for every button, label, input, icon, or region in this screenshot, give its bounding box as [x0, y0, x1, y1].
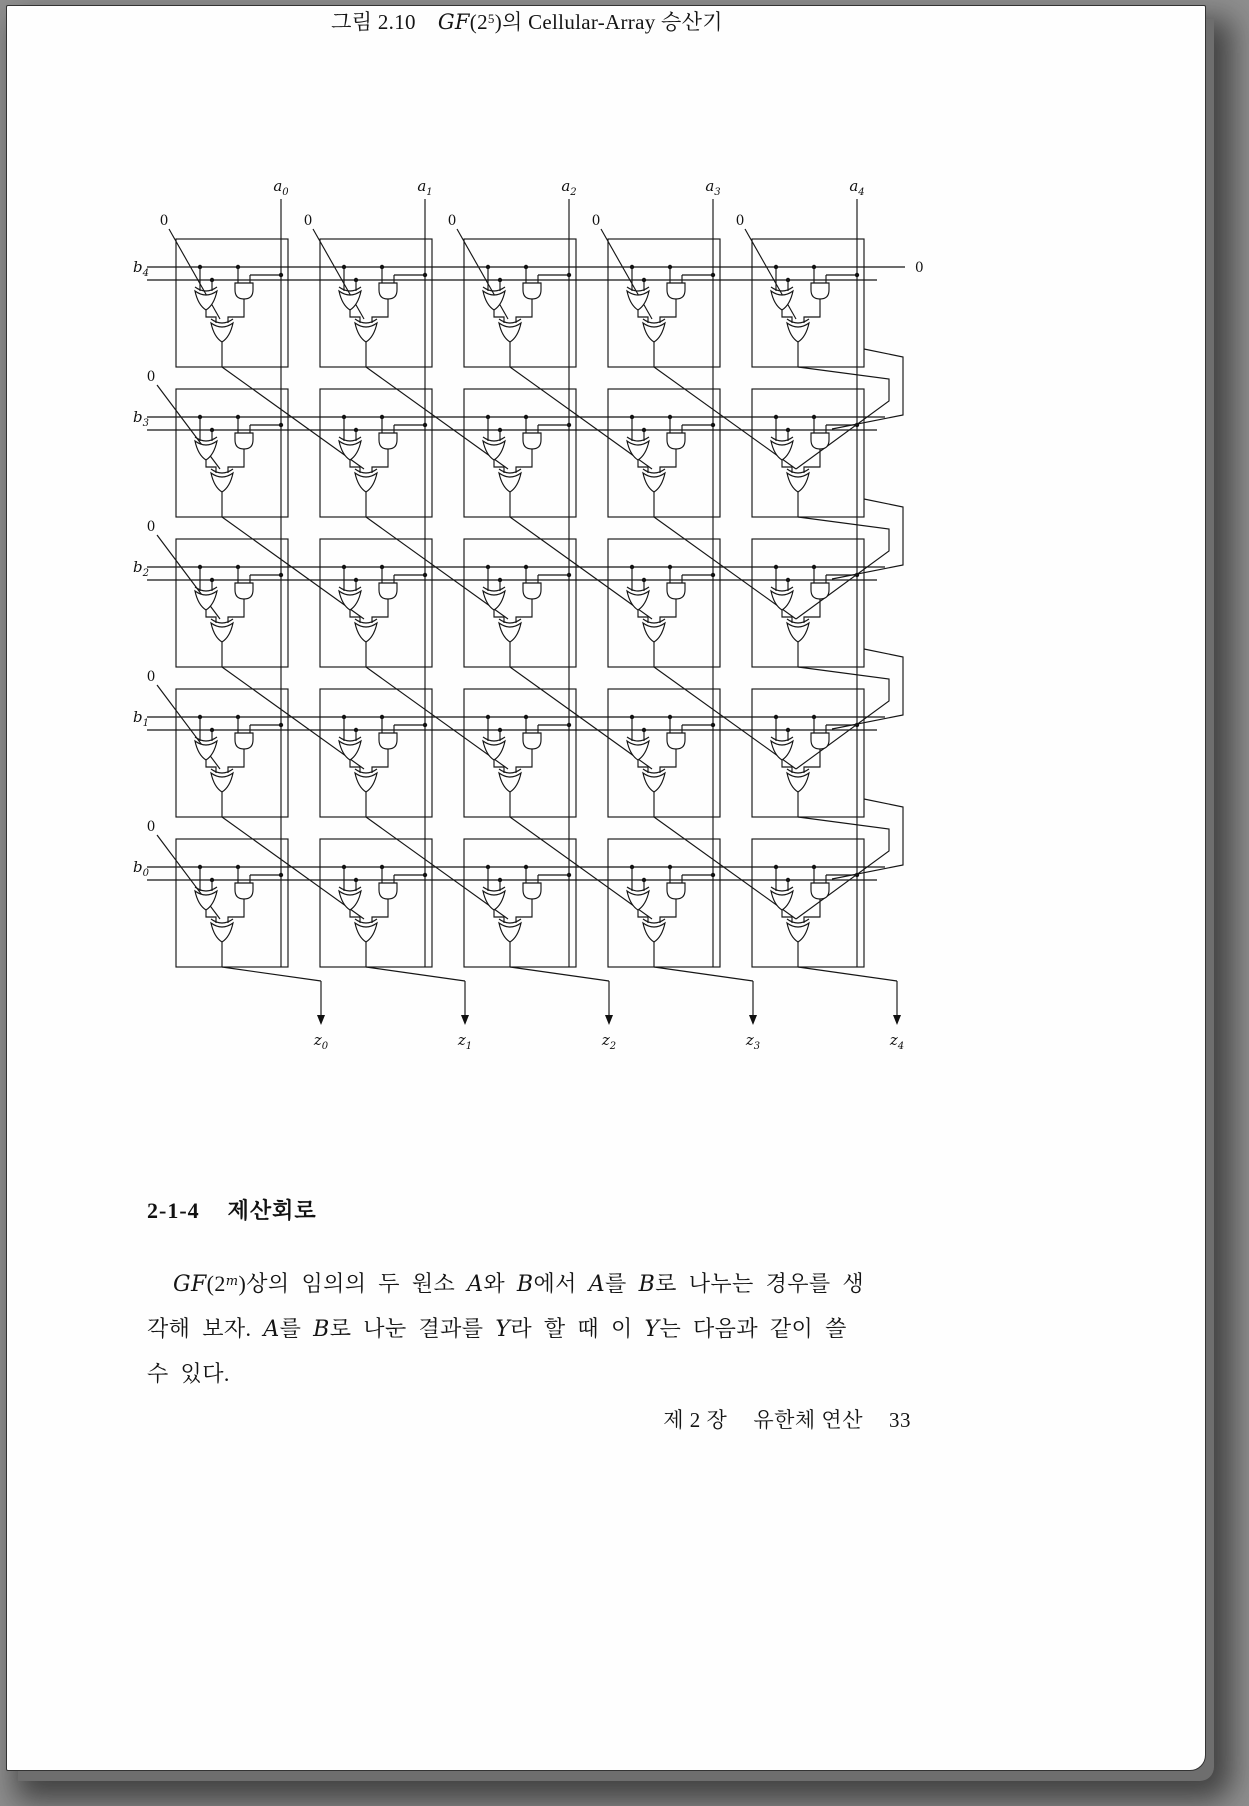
svg-text:z4: $z_4$ [889, 1031, 905, 1052]
svg-text:b4: $b_4$ [133, 258, 149, 279]
figure-caption [7, 6, 1047, 36]
body-paragraph [147, 1262, 987, 1396]
svg-text:b2: $b_2$ [133, 558, 149, 579]
page-footer [147, 1404, 911, 1434]
svg-text:a2: $a_2$ [561, 177, 577, 198]
footer-chapter: 제 2 장 [663, 1408, 728, 1432]
cellular-array-multiplier-diagram [121, 171, 961, 1071]
svg-text:b3: $b_3$ [133, 408, 149, 429]
svg-text:z0: $z_0$ [313, 1031, 329, 1052]
svg-text:a0: $a_0$ [273, 177, 289, 198]
svg-text:z3: $z_3$ [745, 1031, 761, 1052]
svg-text:b0: $b_0$ [133, 858, 149, 879]
svg-text:a4: $a_4$ [849, 177, 865, 198]
svg-text:0: 0 [159, 213, 169, 229]
svg-text:a3: $a_3$ [705, 177, 721, 198]
footer-chapter-title: 유한체 연산 [753, 1408, 863, 1432]
book-page [6, 5, 1206, 1771]
svg-text:z2: $z_2$ [601, 1031, 617, 1052]
svg-text:0: 0 [447, 213, 457, 229]
svg-text:0: 0 [146, 669, 156, 685]
svg-text:0: 0 [146, 819, 156, 835]
footer-page-number: 33 [889, 1408, 911, 1432]
svg-text:0: 0 [591, 213, 601, 229]
svg-text:0: 0 [735, 213, 745, 229]
section-number: 2-1-4 [147, 1198, 200, 1223]
paragraph-line: GF(2$^m$)상의 임의의 두 원소 A와 B에서 A를 B로 나누는 경우를 생 [173, 1271, 865, 1297]
paragraph-line: 수 있다. [147, 1361, 230, 1386]
svg-text:a1: $a_1$ [417, 177, 433, 198]
svg-text:0: 0 [303, 213, 313, 229]
svg-text:z1: $z_1$ [457, 1031, 473, 1052]
section-heading [147, 1194, 317, 1225]
svg-text:0: 0 [915, 260, 924, 276]
figure-caption-text: $GF(2^5)$의 Cellular-Array 승산기 [437, 10, 723, 34]
figure-caption-label: 그림 2.10 [331, 10, 416, 34]
section-title: 제산회로 [227, 1198, 317, 1223]
svg-text:0: 0 [146, 519, 156, 535]
svg-text:b1: $b_1$ [133, 708, 149, 729]
svg-text:0: 0 [146, 369, 156, 385]
paragraph-line: 각해 보자. A를 B로 나눈 결과를 Y라 할 때 이 Y는 다음과 같이 쓸 [147, 1316, 847, 1342]
